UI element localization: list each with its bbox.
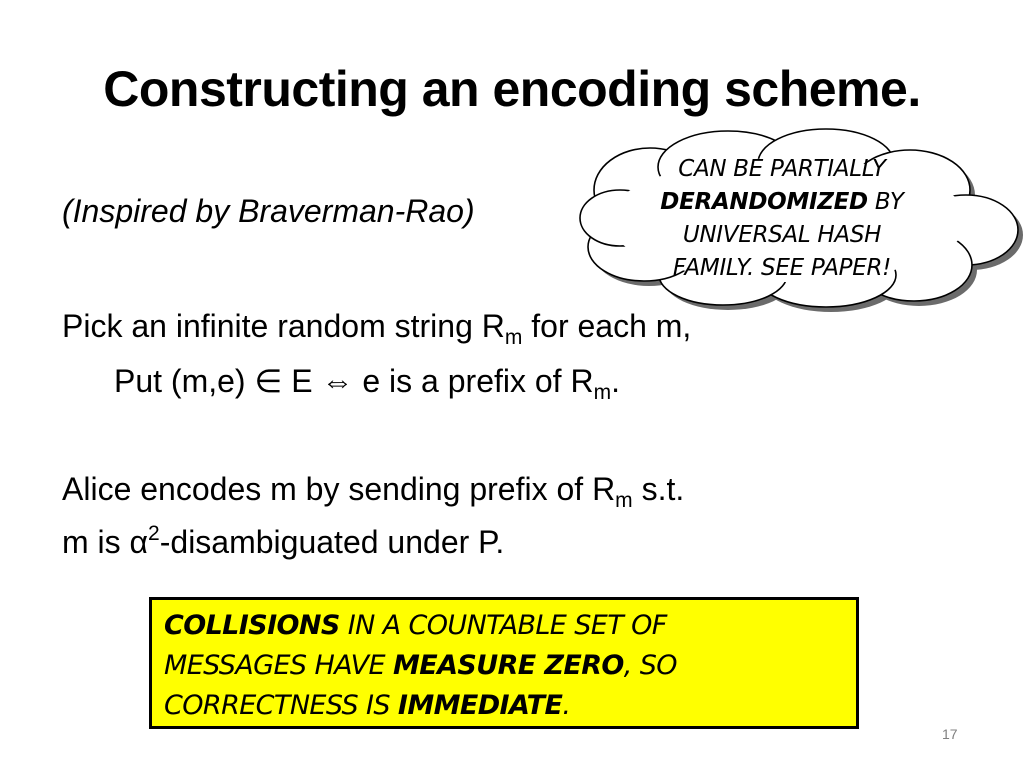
collisions-word: COLLISIONS bbox=[164, 610, 340, 641]
pick-text: Pick an infinite random string R bbox=[62, 308, 505, 344]
callout-line-3-start: CORRECTNESS IS bbox=[164, 690, 398, 721]
m-superscript: 2 bbox=[148, 522, 160, 545]
put-text-end: . bbox=[611, 363, 620, 399]
disambiguated-line bbox=[62, 523, 504, 561]
cloud-line-2-end: BY bbox=[867, 189, 904, 215]
put-text: Put (m,e) bbox=[114, 363, 255, 399]
iff-symbol: ⇔ bbox=[321, 363, 354, 399]
callout-line-2-end: , SO bbox=[623, 650, 677, 681]
cloud-line-4: FAMILY. SEE PAPER! bbox=[672, 255, 892, 281]
callout-text bbox=[164, 606, 864, 726]
pick-subscript: m bbox=[504, 326, 523, 349]
cloud-line-2 bbox=[624, 186, 940, 219]
pick-text-end: for each m, bbox=[522, 308, 692, 344]
derandomized-word: DERANDOMIZED bbox=[660, 189, 868, 215]
cloud-text bbox=[624, 153, 940, 285]
measure-zero-words: MEASURE ZERO bbox=[392, 650, 624, 681]
alice-text: Alice encodes m by sending prefix of R bbox=[62, 471, 616, 507]
callout-line-3 bbox=[164, 686, 864, 726]
alice-text-end: s.t. bbox=[632, 471, 685, 507]
callout-line-1-end: IN A COUNTABLE SET OF bbox=[339, 610, 667, 641]
page-number: 17 bbox=[942, 726, 958, 742]
put-text-middle: E bbox=[282, 363, 322, 399]
cloud-line-3: UNIVERSAL HASH bbox=[682, 222, 882, 248]
m-text-end: -disambiguated under P. bbox=[159, 524, 505, 560]
alice-subscript: m bbox=[615, 489, 633, 512]
immediate-word: IMMEDIATE bbox=[397, 690, 563, 721]
put-text-after: e is a prefix of R bbox=[353, 363, 594, 399]
alice-line bbox=[62, 470, 685, 512]
inspired-line: (Inspired by Braverman-Rao) bbox=[62, 193, 475, 229]
element-of-symbol: ∈ bbox=[254, 363, 283, 399]
put-line bbox=[114, 362, 620, 404]
put-subscript: m bbox=[593, 381, 612, 404]
slide-title: Constructing an encoding scheme. bbox=[103, 61, 921, 117]
thought-cloud bbox=[578, 125, 1024, 315]
callout-line-2-start: MESSAGES HAVE bbox=[164, 650, 393, 681]
m-text: m is α bbox=[62, 524, 149, 560]
callout-line-3-end: . bbox=[562, 690, 571, 721]
cloud-line-1: CAN BE PARTIALLY bbox=[678, 156, 886, 182]
callout-line-2 bbox=[164, 646, 864, 686]
callout-line-1 bbox=[164, 606, 864, 646]
collision-callout bbox=[149, 597, 859, 729]
